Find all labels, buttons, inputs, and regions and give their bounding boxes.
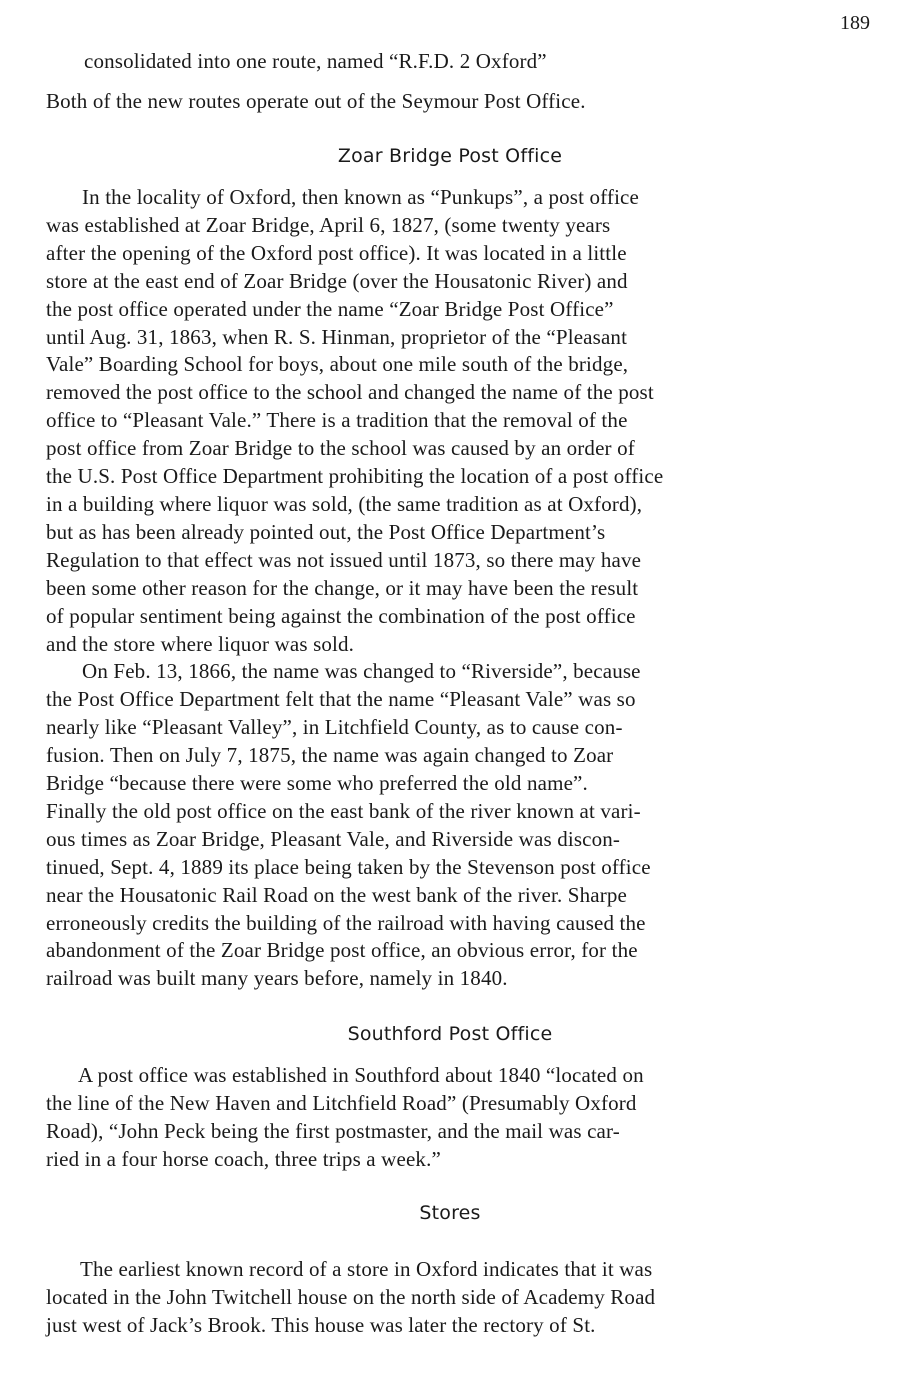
paragraph-line: tinued, Sept. 4, 1889 its place being taken by the Stevenson post office <box>46 854 651 879</box>
paragraph-line: near the Housatonic Rail Road on the west bank of the river. Sharpe <box>46 882 627 907</box>
paragraph-line: nearly like “Pleasant Valley”, in Litchfield County, as to cause con- <box>46 715 623 740</box>
paragraph-line: railroad was built many years before, namely in 1840. <box>46 966 508 991</box>
paragraph-line: fusion. Then on July 7, 1875, the name was again changed to Zoar <box>46 743 614 768</box>
paragraph-line: after the opening of the Oxford post office). It was located in a little <box>46 240 627 265</box>
paragraph-line: in a building where liquor was sold, (the same tradition as at Oxford), <box>46 491 643 516</box>
paragraph-line: ried in a four horse coach, three trips a week.” <box>46 1146 441 1171</box>
paragraph-line: erroneously credits the building of the railroad with having caused the <box>46 910 646 935</box>
section-heading-stores: Stores <box>419 1202 481 1224</box>
paragraph-line: until Aug. 31, 1863, when R. S. Hinman, proprietor of the “Pleasant <box>46 324 628 349</box>
paragraph-line: of popular sentiment being against the combination of the post office <box>46 603 636 628</box>
intro-text <box>46 48 872 116</box>
paragraph-line: and the store where liquor was sold. <box>46 631 355 656</box>
paragraph-line: Road), “John Peck being the first postmaster, and the mail was car- <box>46 1118 620 1143</box>
section-body-southford <box>46 1062 872 1174</box>
section-body-zoar-bridge <box>46 184 872 993</box>
paragraph-line: Finally the old post office on the east bank of the river known at vari- <box>46 798 641 823</box>
intro-line: consolidated into one route, named “R.F.D. 2 Oxford” <box>84 49 547 73</box>
paragraph-line: removed the post office to the school and changed the name of the post <box>46 380 654 405</box>
paragraph-line: office to “Pleasant Vale.” There is a tradition that the removal of the <box>46 408 628 433</box>
paragraph-line: the line of the New Haven and Litchfield Road” (Presumably Oxford <box>46 1090 637 1115</box>
paragraph-line: was established at Zoar Bridge, April 6, 1827, (some twenty years <box>46 212 611 237</box>
paragraph-line: post office from Zoar Bridge to the school was caused by an order of <box>46 436 635 461</box>
paragraph-line: ous times as Zoar Bridge, Pleasant Vale, and Riverside was discon- <box>46 826 621 851</box>
paragraph-line: the post office operated under the name “Zoar Bridge Post Office” <box>46 296 614 321</box>
paragraph-line: located in the John Twitchell house on the north side of Academy Road <box>46 1284 656 1309</box>
paragraph-line: just west of Jack’s Brook. This house was later the rectory of St. <box>46 1312 596 1337</box>
paragraph-line: been some other reason for the change, or it may have been the result <box>46 575 639 600</box>
paragraph-line: In the locality of Oxford, then known as “Punkups”, a post office <box>82 185 639 209</box>
paragraph-line: Vale” Boarding School for boys, about one mile south of the bridge, <box>46 352 629 377</box>
paragraph-line: store at the east end of Zoar Bridge (over the Housatonic River) and <box>46 268 628 293</box>
section-heading-southford: Southford Post Office <box>347 1023 553 1045</box>
page-number: 189 <box>840 12 870 34</box>
paragraph-line: The earliest known record of a store in Oxford indicates that it was <box>80 1257 653 1281</box>
paragraph-line: the U.S. Post Office Department prohibiting the location of a post office <box>46 464 664 489</box>
paragraph-line: A post office was established in Southford about 1840 “located on <box>78 1063 644 1087</box>
paragraph-line: Regulation to that effect was not issued until 1873, so there may have <box>46 547 642 572</box>
paragraph-line: Bridge “because there were some who preferred the old name”. <box>46 771 588 796</box>
paragraph-line: On Feb. 13, 1866, the name was changed to “Riverside”, because <box>82 659 641 684</box>
paragraph-line: abandonment of the Zoar Bridge post office, an obvious error, for the <box>46 938 638 963</box>
paragraph-line: but as has been already pointed out, the Post Office Department’s <box>46 519 606 544</box>
intro-line: Both of the new routes operate out of the Seymour Post Office. <box>46 88 586 113</box>
section-heading-zoar-bridge: Zoar Bridge Post Office <box>337 145 563 167</box>
paragraph-line: the Post Office Department felt that the name “Pleasant Vale” was so <box>46 687 636 712</box>
section-body-stores <box>46 1256 872 1340</box>
